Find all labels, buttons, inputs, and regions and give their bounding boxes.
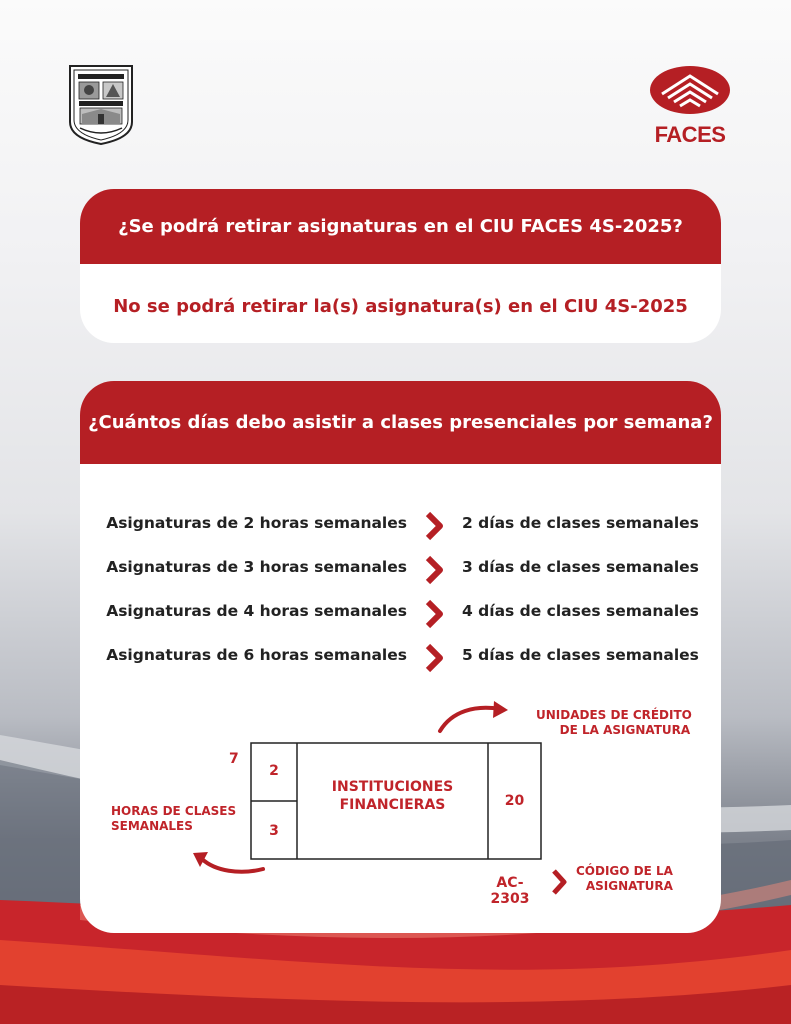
list-item — [80, 555, 721, 599]
list-item — [80, 643, 721, 687]
hours-label — [111, 804, 236, 834]
faq-card-attendance — [80, 381, 721, 933]
hours-label: Asignaturas de 2 horas semanales — [106, 514, 407, 532]
days-label: 4 días de clases semanales — [462, 602, 699, 620]
faq-answer-text: No se podrá retirar la(s) asignatura(s) en el CIU 4S-2025 — [113, 296, 688, 317]
days-label: 2 días de clases semanales — [462, 514, 699, 532]
hours-label: Asignaturas de 4 horas semanales — [106, 602, 407, 620]
hours-days-list — [80, 511, 721, 687]
hours-label: Asignaturas de 3 horas semanales — [106, 558, 407, 576]
faq-question-title: ¿Se podrá retirar asignaturas en el CIU FACES 4S-2025? — [80, 189, 721, 264]
chevron-right-icon — [424, 599, 446, 629]
chevron-right-icon — [424, 643, 446, 673]
hours-label-line1: HORAS DE CLASES — [111, 804, 237, 818]
hours-label-line2: SEMANALES — [111, 819, 193, 833]
hours-label: Asignaturas de 6 horas semanales — [106, 646, 407, 664]
code-label-line2: ASIGNATURA — [585, 879, 673, 893]
university-seal-logo — [68, 64, 134, 146]
subject-code-diagram — [80, 701, 721, 933]
subject-name — [297, 778, 488, 814]
faq-question-title: ¿Cuántos días debo asistir a clases presenciales por semana? — [80, 381, 721, 464]
bottom-cell-value: 3 — [269, 823, 279, 839]
credits-value: 20 — [504, 793, 525, 809]
side-number: 7 — [229, 751, 239, 767]
faces-logo-text: FACES — [654, 122, 726, 147]
list-item — [80, 511, 721, 555]
code-label — [576, 864, 673, 894]
faq-card-withdraw — [80, 189, 721, 343]
subject-name-line2: FINANCIERAS — [339, 797, 446, 813]
chevron-right-icon — [424, 555, 446, 585]
faces-logo — [648, 64, 732, 150]
chevron-right-icon — [424, 511, 446, 541]
days-label: 5 días de clases semanales — [462, 646, 699, 664]
top-cell-value: 2 — [269, 763, 279, 779]
credits-label — [536, 708, 692, 738]
credits-label-line2: DE LA ASIGNATURA — [559, 723, 691, 737]
days-label: 3 días de clases semanales — [462, 558, 699, 576]
faces-emblem-icon — [648, 64, 732, 120]
list-item — [80, 599, 721, 643]
code-label-line1: CÓDIGO DE LA — [576, 864, 673, 878]
subject-name-line1: INSTITUCIONES — [331, 779, 454, 795]
code-value: AC-2303 — [490, 875, 530, 907]
credits-label-line1: UNIDADES DE CRÉDITO — [536, 708, 692, 722]
